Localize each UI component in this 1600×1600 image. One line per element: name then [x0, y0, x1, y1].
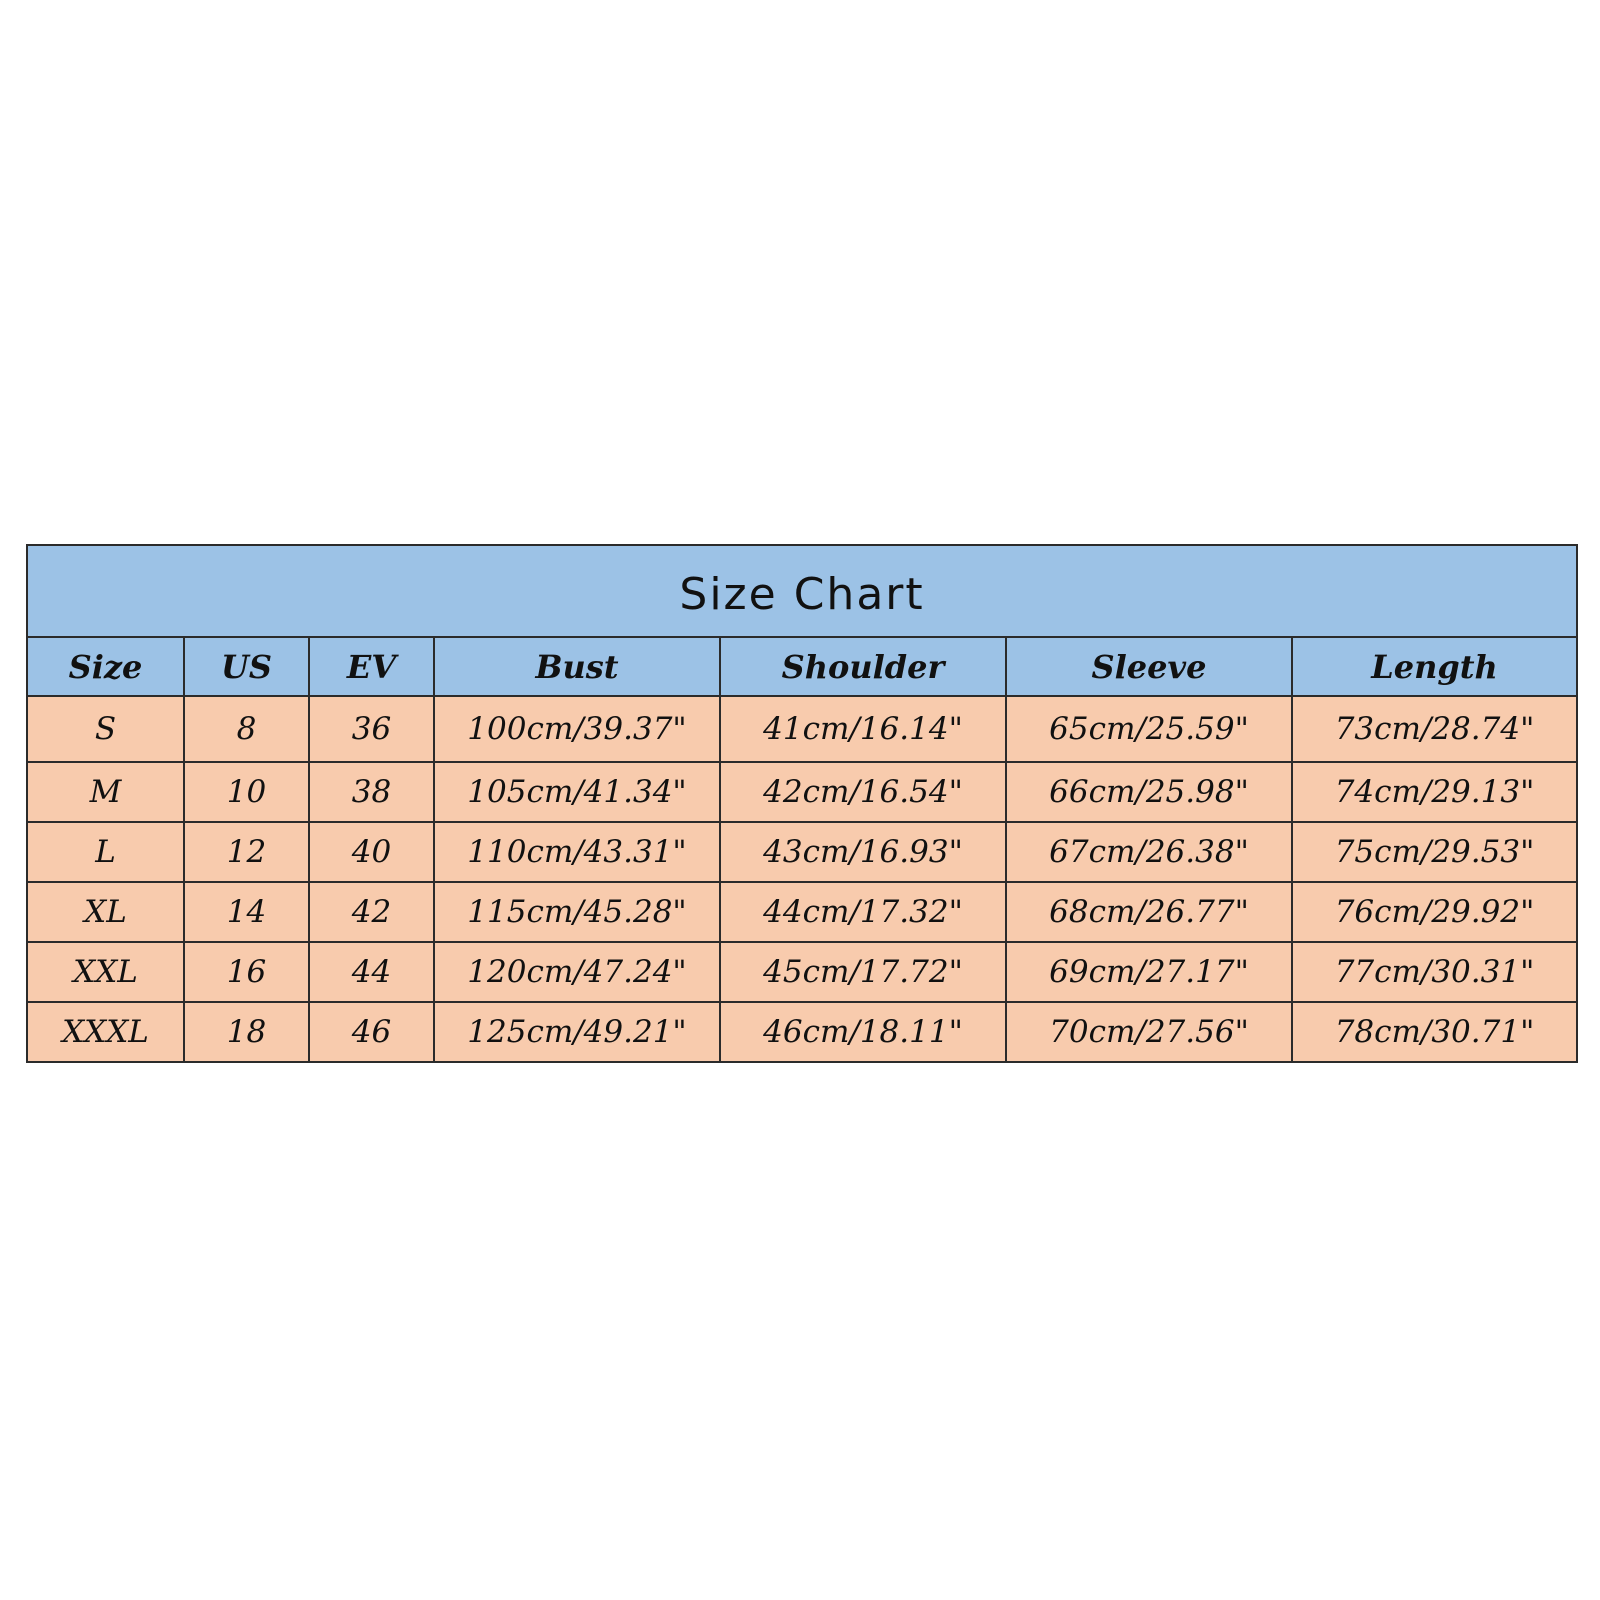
cell-ev: 46 [309, 1002, 434, 1062]
cell-size: L [27, 822, 184, 882]
size-chart-table [26, 544, 1578, 1063]
cell-size: XL [27, 882, 184, 942]
title-row [27, 545, 1577, 637]
cell-sleeve: 67cm/26.38" [1006, 822, 1292, 882]
column-header-size: Size [27, 637, 184, 696]
cell-shoulder: 41cm/16.14" [720, 696, 1006, 762]
chart-title: Size Chart [27, 545, 1577, 637]
cell-shoulder: 44cm/17.32" [720, 882, 1006, 942]
cell-size: M [27, 762, 184, 822]
cell-ev: 38 [309, 762, 434, 822]
cell-sleeve: 66cm/25.98" [1006, 762, 1292, 822]
cell-shoulder: 43cm/16.93" [720, 822, 1006, 882]
cell-us: 18 [184, 1002, 309, 1062]
cell-sleeve: 68cm/26.77" [1006, 882, 1292, 942]
column-header-length: Length [1292, 637, 1577, 696]
cell-ev: 36 [309, 696, 434, 762]
table-row [27, 762, 1577, 822]
cell-size: XXXL [27, 1002, 184, 1062]
cell-length: 78cm/30.71" [1292, 1002, 1577, 1062]
table-row [27, 942, 1577, 1002]
column-header-row [27, 637, 1577, 696]
column-header-bust: Bust [434, 637, 720, 696]
cell-length: 73cm/28.74" [1292, 696, 1577, 762]
cell-bust: 115cm/45.28" [434, 882, 720, 942]
cell-ev: 40 [309, 822, 434, 882]
cell-sleeve: 70cm/27.56" [1006, 1002, 1292, 1062]
column-header-sleeve: Sleeve [1006, 637, 1292, 696]
cell-length: 74cm/29.13" [1292, 762, 1577, 822]
cell-shoulder: 42cm/16.54" [720, 762, 1006, 822]
cell-ev: 42 [309, 882, 434, 942]
cell-length: 75cm/29.53" [1292, 822, 1577, 882]
cell-bust: 105cm/41.34" [434, 762, 720, 822]
cell-sleeve: 65cm/25.59" [1006, 696, 1292, 762]
cell-shoulder: 46cm/18.11" [720, 1002, 1006, 1062]
cell-us: 14 [184, 882, 309, 942]
cell-length: 77cm/30.31" [1292, 942, 1577, 1002]
table-row [27, 1002, 1577, 1062]
table-row [27, 882, 1577, 942]
cell-bust: 100cm/39.37" [434, 696, 720, 762]
cell-us: 10 [184, 762, 309, 822]
cell-us: 16 [184, 942, 309, 1002]
cell-ev: 44 [309, 942, 434, 1002]
column-header-us: US [184, 637, 309, 696]
cell-shoulder: 45cm/17.72" [720, 942, 1006, 1002]
cell-size: XXL [27, 942, 184, 1002]
table-row [27, 822, 1577, 882]
cell-size: S [27, 696, 184, 762]
column-header-shoulder: Shoulder [720, 637, 1006, 696]
cell-us: 8 [184, 696, 309, 762]
cell-length: 76cm/29.92" [1292, 882, 1577, 942]
table-row [27, 696, 1577, 762]
cell-us: 12 [184, 822, 309, 882]
cell-bust: 120cm/47.24" [434, 942, 720, 1002]
cell-bust: 125cm/49.21" [434, 1002, 720, 1062]
cell-bust: 110cm/43.31" [434, 822, 720, 882]
column-header-ev: EV [309, 637, 434, 696]
cell-sleeve: 69cm/27.17" [1006, 942, 1292, 1002]
